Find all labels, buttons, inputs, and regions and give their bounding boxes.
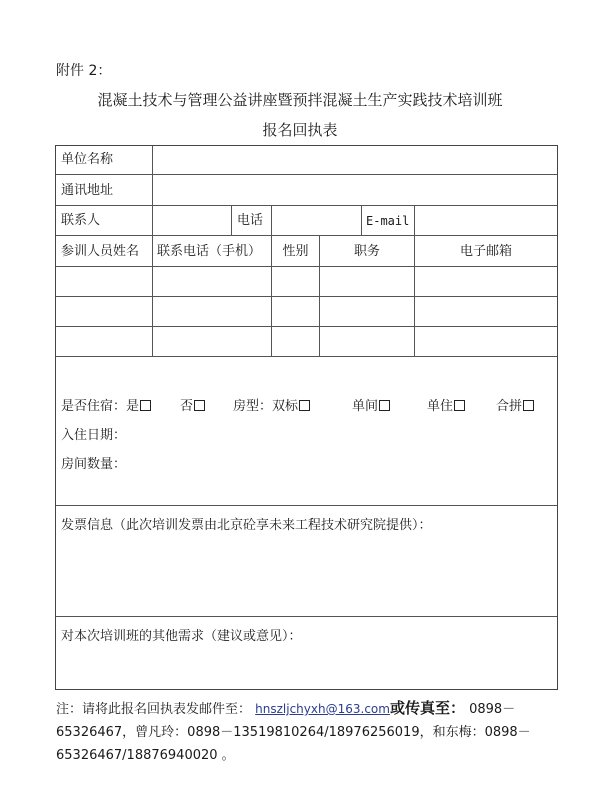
col-divider [414, 205, 415, 235]
footer-note-line1 [56, 697, 556, 718]
row-divider [56, 616, 557, 617]
footer-prefix: 注：请将此报名回执表发邮件至： [56, 702, 252, 717]
contact-email-link[interactable]: hnszljchyxh@163.com [255, 702, 390, 716]
no-checkbox[interactable] [194, 400, 205, 411]
participant-row[interactable] [56, 327, 557, 356]
other-needs-field[interactable] [56, 644, 557, 688]
room-count-field[interactable] [134, 449, 334, 469]
phone-field[interactable] [273, 206, 361, 235]
other-needs-label: 对本次培训班的其他需求（建议或意见）： [61, 629, 302, 644]
double-room-checkbox[interactable] [299, 400, 310, 411]
room-type-option-single-occupancy[interactable] [427, 395, 465, 414]
unit-name-field[interactable] [154, 146, 557, 174]
form-title: 混凝土技术与管理公益讲座暨预拌混凝土生产实践技术培训班 [97, 91, 503, 109]
annex-label: 附件 2： [56, 63, 112, 79]
room-count-label: 房间数量： [61, 457, 127, 472]
row-divider [56, 505, 557, 506]
room-option-label: 单间 [352, 399, 379, 414]
col-divider [361, 205, 362, 235]
header-participant-name: 参训人员姓名 [61, 244, 140, 259]
accommodation-label: 是否住宿： [61, 399, 127, 414]
row-divider [56, 356, 557, 357]
participant-row[interactable] [56, 267, 557, 296]
email-field[interactable] [416, 206, 557, 235]
address-label: 通讯地址 [61, 183, 114, 198]
accommodation-option-yes[interactable] [61, 395, 151, 414]
form-subtitle: 报名回执表 [262, 121, 338, 139]
room-type-label: 房型： [233, 399, 273, 414]
registration-form-table [55, 145, 558, 690]
no-label: 否 [180, 399, 194, 414]
col-divider [231, 205, 232, 235]
single-occupancy-checkbox[interactable] [454, 400, 465, 411]
room-type-option-shared[interactable] [496, 395, 534, 414]
participant-row[interactable] [56, 297, 557, 326]
accommodation-option-no[interactable] [180, 395, 205, 414]
yes-checkbox[interactable] [140, 400, 151, 411]
yes-label: 是 [126, 399, 140, 414]
footer-note-line3: 65326467/18876940020 。 [56, 748, 235, 763]
room-option-label: 合拼 [496, 399, 523, 414]
shared-room-checkbox[interactable] [523, 400, 534, 411]
header-position: 职务 [353, 244, 380, 259]
col-divider [271, 205, 272, 235]
phone-label: 电话 [237, 213, 264, 228]
footer-note-line2: 65326467，曾凡玲：0898－13519810264/18976256019，和东梅：0898－ [56, 725, 531, 740]
footer-fax-prefix: 0898－ [469, 702, 516, 717]
fax-label: 或传真至： [389, 699, 465, 717]
row-divider [56, 235, 557, 236]
room-type-option-single[interactable] [352, 395, 390, 414]
email-label: E-mail [366, 214, 410, 228]
single-room-checkbox[interactable] [379, 400, 390, 411]
header-email: 电子邮箱 [459, 244, 512, 259]
room-option-label: 单住 [427, 399, 454, 414]
header-mobile-phone: 联系电话（手机） [157, 244, 262, 259]
room-option-label: 双标 [272, 399, 299, 414]
contact-field[interactable] [154, 206, 231, 235]
contact-label: 联系人 [61, 213, 101, 228]
invoice-field[interactable] [56, 534, 557, 614]
invoice-label: 发票信息（此次培训发票由北京砼享未来工程技术研究院提供）： [61, 518, 432, 533]
checkin-date-field[interactable] [134, 420, 334, 440]
room-type-option-double[interactable] [233, 395, 310, 414]
address-field[interactable] [154, 175, 557, 205]
unit-name-label: 单位名称 [61, 152, 114, 167]
checkin-date-label: 入住日期： [61, 428, 127, 443]
header-gender: 性别 [282, 244, 309, 259]
